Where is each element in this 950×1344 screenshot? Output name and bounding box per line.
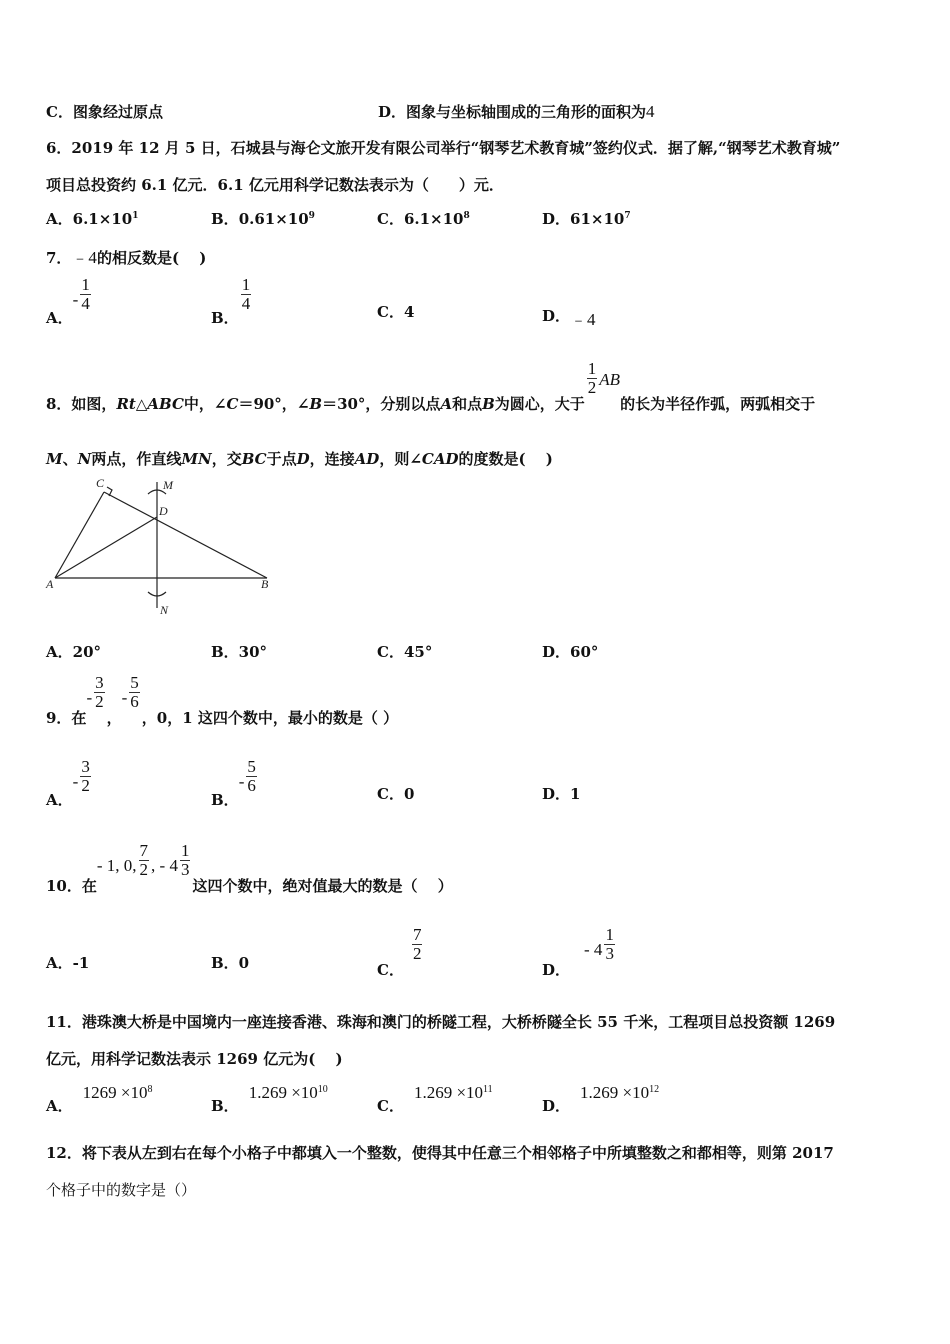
- q6-option-a: A．$6.1\times 10^1$: [46, 210, 139, 228]
- q5-option-d-text: D．图象与坐标轴围成的三角形的面积为: [378, 103, 647, 121]
- q8-stem-line2: M、N两点，作直线MN，交BC于点D，连接AD，则∠CAD的度数是( ): [46, 450, 553, 468]
- q11-option-b: B．$1.269 \times 10^{10}$: [211, 1083, 328, 1115]
- q7-value: ﹣4: [71, 248, 97, 267]
- q8-option-c: C．45°: [377, 643, 433, 661]
- q9-stem: 9．在- $\frac{3}{2}$ ，- $\frac{5}{6}$ ，0，1 这四个数中，最小的数是（ ）: [46, 673, 399, 727]
- segment-ad: [55, 517, 157, 578]
- q6-stem-line1: 6．2019 年 12 月 5 日，石城县与海仑文旅开发有限公司举行“钢琴艺术教育城”签约仪式．据了解,“钢琴艺术教育城”: [46, 139, 841, 157]
- q10-option-c: C． $\frac{7}{2}$: [377, 925, 422, 979]
- q7-option-b: B． $\frac{1}{4}$: [211, 275, 251, 327]
- q10-option-a: A．-1: [46, 954, 90, 972]
- q11-option-a: A．$1269 \times 10^8$: [46, 1083, 153, 1115]
- q8-stem-line1: 8．如图，Rt△ABC中，∠C＝90°，∠B＝30°，分别以点A和点B为圆心，大于 $\frac{1}{2}$ AB的长为半径作弧，两弧相交于: [46, 359, 816, 413]
- q7-option-d: D．﹣4: [542, 307, 596, 329]
- q5-option-d: [378, 101, 655, 122]
- q12-stem-line1: 12．将下表从左到右在每个小格子中都填入一个整数，使得其中任意三个相邻格子中所填整数之和都相等，则第 2017: [46, 1144, 834, 1162]
- q7-stem: 7．﹣4的相反数是( ): [46, 248, 207, 267]
- label-c: C: [96, 476, 105, 490]
- q6-stem-line2: 项目总投资约 6.1 亿元．6.1 亿元用科学记数法表示为（ ）元．: [46, 176, 504, 194]
- q8-option-a: A．20°: [46, 643, 102, 661]
- q8-option-d: D．60°: [542, 643, 599, 661]
- label-m: M: [163, 478, 173, 492]
- q10-option-d: D．- 4 $\frac{1}{3}$: [542, 925, 614, 979]
- label-n: N: [160, 603, 169, 617]
- q11-stem-line1: 11．港珠澳大桥是中国境内一座连接香港、珠海和澳门的桥隧工程，大桥桥隧全长 55 千米，工程项目总投资额 1269: [46, 1013, 836, 1031]
- q11-stem-line2: 亿元，用科学记数法表示 1269 亿元为( ): [46, 1050, 343, 1068]
- q9-option-c: C．0: [377, 785, 415, 803]
- q10-option-b: B．0: [211, 954, 250, 972]
- label-b: B: [261, 577, 269, 591]
- q9-option-d: D．1: [542, 785, 581, 803]
- q7-option-a: A．- $\frac{1}{4}$: [46, 275, 90, 327]
- segment-cb: [104, 492, 267, 578]
- q8-half-fraction: $\frac{1}{2}$: [587, 359, 597, 397]
- label-d: D: [159, 504, 168, 518]
- q6-option-d: D．$61\times 10^7$: [542, 210, 631, 228]
- q9-option-a: A．- $\frac{3}{2}$: [46, 757, 90, 809]
- segment-ac: [55, 492, 104, 578]
- q5-option-c: C．图象经过原点: [46, 103, 163, 121]
- q12-stem-line2: 个格子中的数字是（）: [46, 1181, 197, 1199]
- label-a: A: [46, 577, 54, 591]
- q10-stem: 10．在- 1, 0, $\frac{7}{2}$ , - 4 $\frac{1}{3}$ 这四个数中，绝对值最大的数是（ ）: [46, 841, 453, 895]
- q11-option-d: D．$1.269 \times 10^{12}$: [542, 1083, 660, 1115]
- q8-option-b: B．30°: [211, 643, 268, 661]
- q8-triangle-figure: [40, 474, 280, 620]
- q6-option-b: B．$0.61\times 10^9$: [211, 210, 315, 228]
- q7-option-c: C．4: [377, 303, 415, 321]
- q11-option-c: C．$1.269 \times 10^{11}$: [377, 1083, 493, 1115]
- q6-option-c: C．$6.1\times 10^8$: [377, 210, 470, 228]
- q5-option-d-number: 4: [646, 102, 655, 121]
- q9-option-b: B．- $\frac{5}{6}$: [211, 757, 256, 809]
